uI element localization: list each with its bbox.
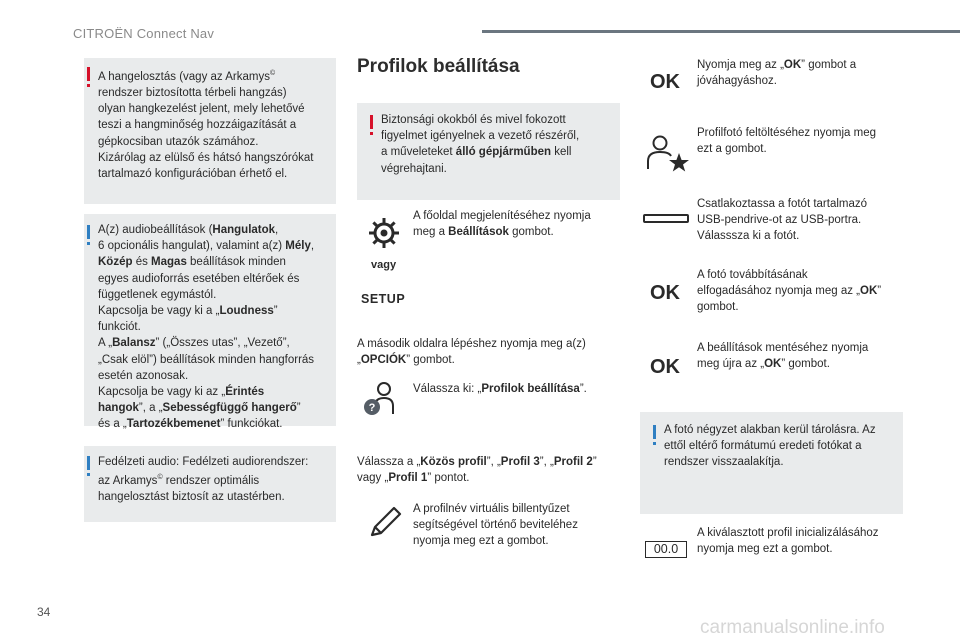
setup-button[interactable]: SETUP: [361, 292, 406, 306]
ok-button[interactable]: OK: [650, 71, 680, 93]
step-edit-name: A profilnév virtuális billentyűzet segítségével történő beviteléhez nyomja meg ezt a gombot.: [413, 503, 578, 548]
step-upload-photo: Profilfotó feltöltéséhez nyomja meg ezt a gombot.: [697, 127, 876, 156]
header-title: CITROËN Connect Nav: [73, 26, 215, 41]
info-marker: [653, 425, 656, 439]
header-bar: [482, 30, 960, 33]
step-usb-photo: Csatlakoztassa a fotót tartalmazó USB-pendrive-ot az USB-portra. Válasssza ki a fotót.: [697, 198, 868, 243]
profile-question-icon[interactable]: [361, 380, 401, 420]
ok-button[interactable]: OK: [650, 282, 680, 304]
usb-bar-icon: [643, 214, 689, 224]
warning-safety-text: Biztonsági okokból és mivel fokozott figyelmet igényelnek a vezető részéről, a műveleteket álló gépjárműben kell végrehajtani.: [381, 114, 580, 175]
warning-marker-dot: [87, 84, 90, 87]
step-select-profile-settings: Válassza ki: „Profilok beállítása”.: [413, 383, 587, 395]
edit-pencil-icon[interactable]: [366, 505, 406, 541]
step-accept-photo: A fotó továbbításának elfogadásához nyomja meg az „OK” gombot.: [697, 269, 882, 314]
warning-marker-dot: [370, 132, 373, 135]
step-open-settings: A főoldal megjelenítéséhez nyomja meg a Beállítások gombot.: [413, 210, 591, 239]
or-label: vagy: [371, 259, 397, 271]
note-sound-distribution: A hangelosztás (vagy az Arkamys© rendszer biztosította térbeli hangzás) olyan hangkezelést jelent, mely lehetővé teszi a hangminőség hozzáigazítását a gépkocsiban utazók számához. Kizárólag az elülső és hátsó hangszórókat tartalmazó konfigurációban érhető el.: [98, 70, 314, 181]
step-reset-profile: A kiválasztott profil inicializálásához nyomja meg ezt a gombot.: [697, 527, 879, 556]
info-marker-dot: [87, 242, 90, 245]
watermark: carmanualsonline.info: [700, 617, 885, 638]
step-options: A második oldalra lépéshez nyomja meg a(z) „OPCIÓK” gombot.: [357, 338, 586, 367]
svg-text:?: ?: [368, 402, 376, 414]
step-choose-profile: Válassza a „Közös profil”, „Profil 3”, „Profil 2” vagy „Profil 1” pontot.: [357, 456, 597, 485]
info-marker-dot: [87, 473, 90, 476]
ok-button[interactable]: OK: [650, 356, 680, 378]
reset-profile-label: 00.0: [653, 542, 679, 556]
reset-profile-button[interactable]: [645, 541, 687, 558]
info-marker: [87, 225, 90, 239]
settings-gear-icon[interactable]: [367, 216, 401, 250]
info-photo-format-text: A fotó négyzet alakban kerül tárolásra. Az ettől eltérő formátumú eredeti fotókat a rendszer visszaalakítja.: [664, 424, 876, 469]
step-save-settings: A beállítások mentéséhez nyomja meg újra az „OK” gombot.: [697, 342, 869, 371]
profile-photo-star-icon[interactable]: [645, 134, 689, 172]
info-marker-dot: [653, 442, 656, 445]
note-onboard-audio: Fedélzeti audio: Fedélzeti audiorendszer: az Arkamys© rendszer optimális hangelosztást biztosít az utastérben.: [98, 456, 309, 504]
info-marker: [87, 456, 90, 470]
warning-marker: [370, 115, 373, 129]
page-number: 34: [37, 605, 51, 619]
step-confirm-ok: Nyomja meg az „OK” gombot a jóváhagyáshoz.: [697, 59, 857, 88]
section-heading: Profilok beállítása: [357, 56, 520, 77]
note-audio-settings: A(z) audiobeállítások (Hangulatok, 6 opcionális hangulat), valamint a(z) Mély, Közép és Magas beállítások minden egyes audioforrás esetében eltérőek és függetlenek egymástól. Kapcsolja be vagy ki a „Loudness” funkciót. A „Balansz” („Összes utas”, „Vezető”, „Csak elöl”) beállítások minden hangforrás esetén azonosak. Kapcsolja be vagy ki az „Érintés hangok”, a „Sebességfüggő hangerő” és a „Tartozékbemenet” funkciókat.: [98, 224, 315, 431]
warning-marker: [87, 67, 90, 81]
